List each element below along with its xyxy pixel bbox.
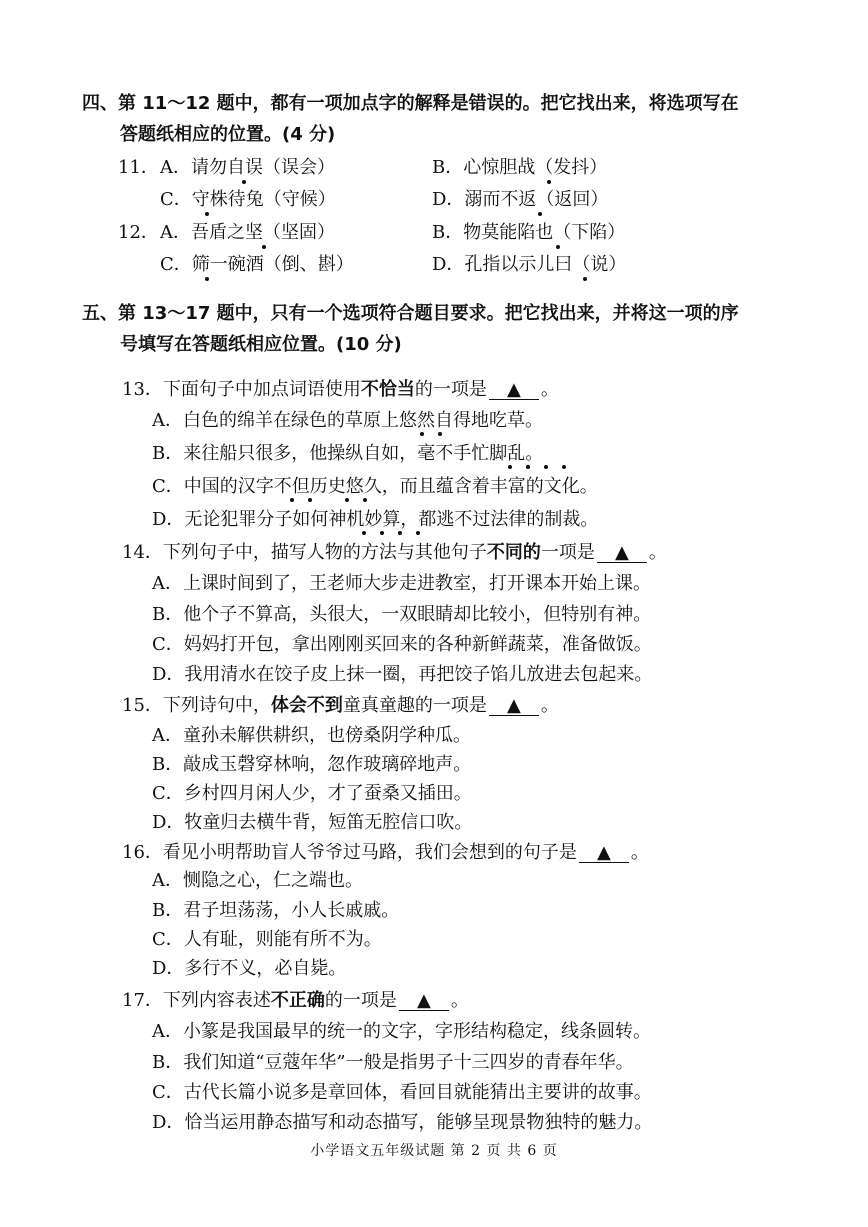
q11-option-a: A．请勿自误（误会） — [160, 157, 335, 178]
emphasis-dot — [398, 531, 402, 535]
answer-blank — [489, 697, 539, 716]
q14-end: 。 — [648, 542, 667, 563]
q15-option-c: C．乡村四月闲人少，才了蚕桑又插田。 — [152, 783, 472, 804]
emphasis-dot — [362, 531, 366, 535]
answer-blank — [489, 381, 539, 400]
q17-stem-text2: 的一项是 — [324, 990, 397, 1011]
q17-option-b: B．我们知道“豆蔻年华”一般是指男子十三四岁的青春年华。 — [152, 1052, 634, 1073]
emphasis-dot — [290, 498, 294, 502]
emphasis-dot — [508, 465, 512, 469]
q16-end: 。 — [630, 842, 649, 863]
emphasis-dot — [556, 245, 560, 249]
q11-number: 11． — [118, 157, 159, 178]
emphasis-dot — [562, 465, 566, 469]
q15-emphasis: 体会不到 — [270, 695, 343, 716]
emphasis-dot — [538, 212, 542, 216]
section5-heading — [82, 298, 792, 360]
emphasis-dot — [416, 531, 420, 535]
blank-mark: ▲ — [506, 695, 521, 716]
answer-blank — [579, 844, 629, 863]
q13-option-b: B．来往船只很多，他操纵自如，毫不手忙脚乱。 — [152, 443, 544, 464]
emphasis-dot — [262, 245, 266, 249]
q13-emphasis: 不恰当 — [360, 379, 415, 400]
page-footer: 小学语文五年级试题 第 2 页 共 6 页 — [310, 1143, 558, 1159]
q12-option-b: B．物莫能陷也（下陷） — [432, 222, 626, 243]
q13-stem-text: 13．下面句子中加点词语使用 — [122, 379, 361, 400]
q16-option-c: C．人有耻，则能有所不为。 — [152, 929, 382, 950]
q16-option-a: A．恻隐之心，仁之端也。 — [152, 870, 363, 891]
q13-option-d: D．无论犯罪分子如何神机妙算，都逃不过法律的制裁。 — [152, 509, 599, 530]
q15-option-d: D．牧童归去横牛背，短笛无腔信口吹。 — [152, 812, 473, 833]
q17-option-a: A．小篆是我国最早的统一的文字，字形结构稳定，线条圆转。 — [152, 1021, 651, 1042]
emphasis-dot — [205, 277, 209, 281]
q12-number: 12． — [118, 222, 159, 243]
q12-option-c: C．筛一碗酒（倒、斟） — [160, 254, 354, 275]
section5-heading-line1: 五、第 13～17 题中，只有一个选项符合题目要求。把它找出来，并将这一项的序 — [82, 303, 739, 324]
emphasis-dot — [547, 180, 551, 184]
emphasis-dot — [438, 432, 442, 436]
emphasis-dot — [583, 277, 587, 281]
q15-option-a: A．童孙未解供耕织，也傍桑阴学种瓜。 — [152, 725, 471, 746]
q13-option-c: C．中国的汉字不但历史悠久，而且蕴含着丰富的文化。 — [152, 476, 598, 497]
section4-heading-line2: 答题纸相应的位置。(4 分) — [120, 124, 336, 145]
emphasis-dot — [242, 180, 246, 184]
q11-option-c: C．守株待兔（守候） — [160, 189, 336, 210]
q14-option-a: A．上课时间到了，王老师大步走进教室，打开课本开始上课。 — [152, 573, 651, 594]
q15-option-b: B．敲成玉磬穿林响，忽作玻璃碎地声。 — [152, 754, 472, 775]
q15-stem-text2: 童真童趣的一项是 — [342, 695, 487, 716]
emphasis-dot — [526, 465, 530, 469]
q16-option-b: B．君子坦荡荡，小人长戚戚。 — [152, 900, 400, 921]
q14-option-b: B．他个子不算高，头很大，一双眼睛却比较小，但特别有神。 — [152, 604, 652, 625]
q14-stem-text2: 一项是 — [540, 542, 595, 563]
q15-stem-text: 15．下列诗句中， — [122, 695, 271, 716]
q13-end: 。 — [540, 379, 559, 400]
q15-end: 。 — [540, 695, 559, 716]
q11-option-d: D．溺而不返（返回） — [432, 189, 609, 210]
section4-heading — [82, 88, 792, 150]
q17-option-c: C．古代长篇小说多是章回体，看回目就能猜出主要讲的故事。 — [152, 1082, 652, 1103]
blank-mark: ▲ — [506, 379, 521, 400]
section5-heading-line2: 号填写在答题纸相应位置。(10 分) — [120, 334, 402, 355]
q12-option-a: A．吾盾之坚（坚固） — [160, 222, 335, 243]
emphasis-dot — [205, 212, 209, 216]
q14-stem-text: 14．下列句子中，描写人物的方法与其他句子 — [122, 542, 487, 563]
q16-stem-text: 16．看见小明帮助盲人爷爷过马路，我们会想到的句子是 — [122, 842, 577, 863]
q17-end: 。 — [450, 990, 469, 1011]
q14-emphasis: 不同的 — [486, 542, 541, 563]
q17-option-d: D．恰当运用静态描写和动态描写，能够呈现景物独特的魅力。 — [152, 1112, 653, 1133]
q16-stem — [122, 838, 649, 868]
blank-mark: ▲ — [614, 542, 629, 563]
q16-option-d: D．多行不义，必自毙。 — [152, 958, 347, 979]
q11-option-b: B．心惊胆战（发抖） — [432, 157, 608, 178]
q17-emphasis: 不正确 — [270, 990, 325, 1011]
q13-stem-text2: 的一项是 — [414, 379, 487, 400]
emphasis-dot — [544, 465, 548, 469]
emphasis-dot — [363, 498, 367, 502]
answer-blank — [597, 544, 647, 563]
emphasis-dot — [345, 498, 349, 502]
section4-heading-line1: 四、第 11～12 题中，都有一项加点字的解释是错误的。把它找出来，将选项写在 — [82, 93, 739, 114]
q13-stem — [122, 375, 559, 405]
emphasis-dot — [308, 498, 312, 502]
answer-blank — [399, 992, 449, 1011]
emphasis-dot — [380, 531, 384, 535]
q14-stem — [122, 538, 667, 568]
q14-option-d: D．我用清水在饺子皮上抹一圈，再把饺子馅儿放进去包起来。 — [152, 664, 653, 685]
emphasis-dot — [420, 432, 424, 436]
q14-option-c: C．妈妈打开包，拿出刚刚买回来的各种新鲜蔬菜，准备做饭。 — [152, 634, 652, 655]
q17-stem-text: 17．下列内容表述 — [122, 990, 271, 1011]
q17-stem — [122, 986, 469, 1016]
blank-mark: ▲ — [596, 842, 611, 863]
blank-mark: ▲ — [416, 990, 431, 1011]
q12-option-d: D．孔指以示儿曰（说） — [432, 254, 627, 275]
q13-option-a: A．白色的绵羊在绿色的草原上悠然自得地吃草。 — [152, 410, 543, 431]
q15-stem — [122, 691, 559, 721]
